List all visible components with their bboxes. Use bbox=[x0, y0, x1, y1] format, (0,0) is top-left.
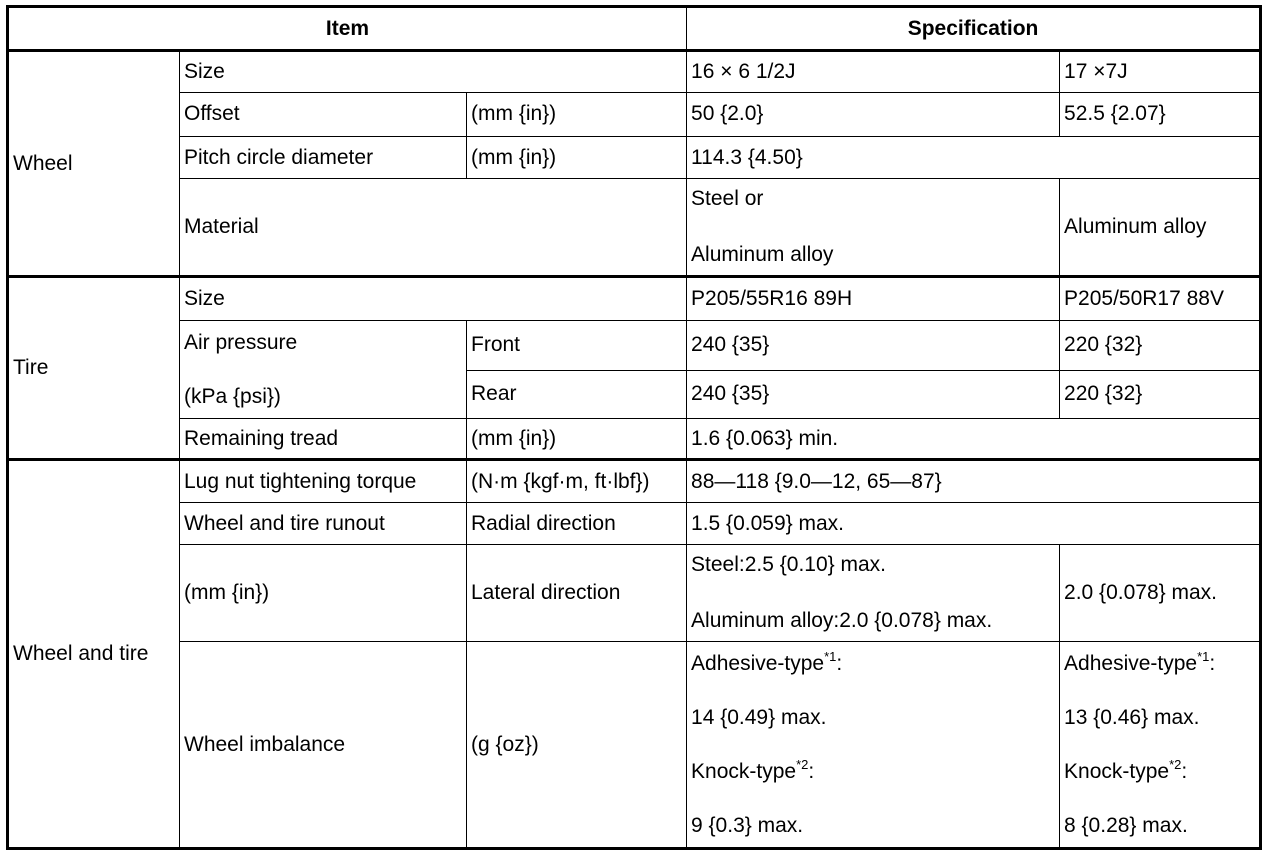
wheel-material-17: Aluminum alloy bbox=[1060, 179, 1261, 277]
imbalance-17 bbox=[1060, 642, 1261, 849]
group-wheel: Wheel bbox=[8, 51, 180, 277]
table-row bbox=[8, 179, 1261, 277]
runout-radial-value: 1.5 {0.059} max. bbox=[687, 503, 1261, 544]
imbalance-16 bbox=[687, 642, 1060, 849]
table-row bbox=[8, 418, 1261, 459]
wheel-material-label: Material bbox=[180, 179, 687, 277]
air-pressure-line-1: Air pressure bbox=[184, 330, 298, 354]
lateral-line-2: Aluminum alloy:2.0 {0.078} max. bbox=[691, 609, 993, 633]
wheel-offset-16: 50 {2.0} bbox=[687, 92, 1060, 136]
table-row bbox=[8, 503, 1261, 544]
tire-tread-unit: (mm {in}) bbox=[467, 418, 687, 459]
table-row bbox=[8, 51, 1261, 92]
group-wheel-and-tire: Wheel and tire bbox=[8, 460, 180, 849]
knock-type-label: Knock-type bbox=[691, 759, 797, 783]
wheel-offset-17: 52.5 {2.07} bbox=[1060, 92, 1261, 136]
wheel-offset-unit: (mm {in}) bbox=[467, 92, 687, 136]
colon: : bbox=[1209, 651, 1216, 675]
runout-label: Wheel and tire runout bbox=[180, 503, 467, 544]
table-row bbox=[8, 276, 1261, 320]
group-tire: Tire bbox=[8, 276, 180, 459]
adhesive-type-label: Adhesive-type bbox=[1064, 651, 1198, 675]
runout-lateral-16 bbox=[687, 544, 1060, 642]
imbalance-adhesive-17 bbox=[1064, 650, 1255, 678]
tire-air-rear-17: 220 {32} bbox=[1060, 370, 1261, 418]
tire-air-front-label: Front bbox=[467, 321, 687, 370]
colon: : bbox=[808, 759, 815, 783]
tire-tread-label: Remaining tread bbox=[180, 418, 467, 459]
lug-torque-label: Lug nut tightening torque bbox=[180, 460, 467, 503]
material-line-2: Aluminum alloy bbox=[691, 243, 834, 267]
imbalance-adhesive-value-17: 13 {0.46} max. bbox=[1064, 705, 1200, 729]
imbalance-unit: (g {oz}) bbox=[467, 642, 687, 849]
tire-air-pressure-label bbox=[180, 321, 467, 419]
wheel-material-16 bbox=[687, 179, 1060, 277]
footnote-2-marker: *2 bbox=[1169, 756, 1182, 772]
table-row bbox=[8, 92, 1261, 136]
wheel-size-label: Size bbox=[180, 51, 687, 92]
material-line-1: Steel or bbox=[691, 187, 764, 211]
runout-lateral-label: Lateral direction bbox=[467, 544, 687, 642]
footnote-1-marker: *1 bbox=[1197, 648, 1210, 664]
air-pressure-line-2: (kPa {psi}) bbox=[184, 384, 281, 408]
tire-air-rear-label: Rear bbox=[467, 370, 687, 418]
footnote-1-marker: *1 bbox=[824, 648, 837, 664]
colon: : bbox=[836, 651, 843, 675]
imbalance-adhesive-value-16: 14 {0.49} max. bbox=[691, 705, 827, 729]
table-row bbox=[8, 321, 1261, 370]
runout-unit: (mm {in}) bbox=[180, 544, 467, 642]
footnote-2-marker: *2 bbox=[796, 756, 809, 772]
wheel-pcd-value: 114.3 {4.50} bbox=[687, 136, 1261, 178]
imbalance-label: Wheel imbalance bbox=[180, 642, 467, 849]
runout-lateral-17: 2.0 {0.078} max. bbox=[1060, 544, 1261, 642]
imbalance-knock-16 bbox=[691, 758, 1055, 786]
wheel-size-17: 17 ×7J bbox=[1060, 51, 1261, 92]
imbalance-knock-value-16: 9 {0.3} max. bbox=[691, 813, 804, 837]
tire-air-rear-16: 240 {35} bbox=[687, 370, 1060, 418]
tire-size-16: P205/55R16 89H bbox=[687, 276, 1060, 320]
imbalance-knock-value-17: 8 {0.28} max. bbox=[1064, 813, 1188, 837]
colon: : bbox=[1181, 759, 1188, 783]
table-header-row bbox=[8, 7, 1261, 51]
spec-table bbox=[6, 5, 1262, 850]
tire-size-label: Size bbox=[180, 276, 687, 320]
wheel-pcd-label: Pitch circle diameter bbox=[180, 136, 467, 178]
lug-torque-unit: (N·m {kgf·m, ft·lbf}) bbox=[467, 460, 687, 503]
tire-tread-value: 1.6 {0.063} min. bbox=[687, 418, 1261, 459]
lateral-line-1: Steel:2.5 {0.10} max. bbox=[691, 553, 886, 577]
runout-radial-label: Radial direction bbox=[467, 503, 687, 544]
tire-size-17: P205/50R17 88V bbox=[1060, 276, 1261, 320]
knock-type-label: Knock-type bbox=[1064, 759, 1170, 783]
lug-torque-value: 88—118 {9.0—12, 65—87} bbox=[687, 460, 1261, 503]
table-row bbox=[8, 544, 1261, 642]
table-row bbox=[8, 642, 1261, 849]
header-specification: Specification bbox=[687, 7, 1261, 51]
wheel-pcd-unit: (mm {in}) bbox=[467, 136, 687, 178]
imbalance-knock-17 bbox=[1064, 758, 1255, 786]
table-row bbox=[8, 460, 1261, 503]
wheel-size-16: 16 × 6 1/2J bbox=[687, 51, 1060, 92]
adhesive-type-label: Adhesive-type bbox=[691, 651, 825, 675]
tire-air-front-17: 220 {32} bbox=[1060, 321, 1261, 370]
table-row bbox=[8, 136, 1261, 178]
imbalance-adhesive-16 bbox=[691, 650, 1055, 678]
wheel-offset-label: Offset bbox=[180, 92, 467, 136]
header-item: Item bbox=[8, 7, 687, 51]
tire-air-front-16: 240 {35} bbox=[687, 321, 1060, 370]
